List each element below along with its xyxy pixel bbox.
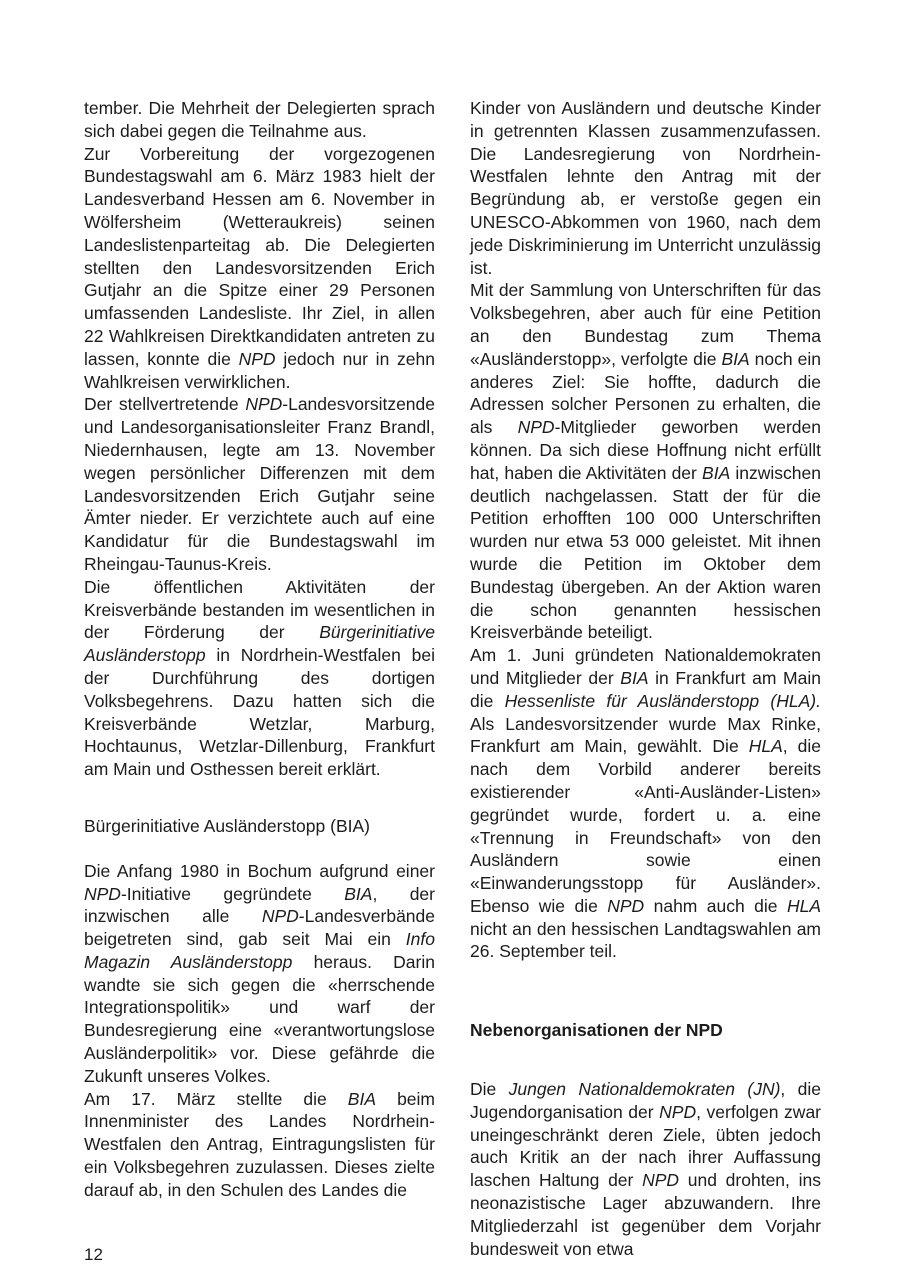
section-heading-bia: Bürgerinitiative Ausländerstopp (BIA) bbox=[84, 815, 370, 836]
paragraph: Die öffentlichen Aktivitäten der Kreisverbände bestanden im wesentlichen in der Förderung der Bürgerinitiative Ausländerstopp in Nordrhein-Westfalen bei der Durchführung des dortigen Volksbegehrens. Dazu hatten sich die Kreisverbände Wetzlar, Marburg, Hochtaunus, Wetzlar-Dillenburg, Frankfurt am Main und Osthessen bereit erklärt. bbox=[84, 576, 435, 780]
paragraph: Am 17. März stellte die BIA beim Innenminister des Landes Nordrhein-Westfalen den Antrag, Eintragungslisten für ein Volksbegehren zuzulassen. Dieses zielte darauf ab, in den Schulen des Landes die bbox=[84, 1088, 435, 1200]
paragraph: Der stellvertretende NPD-Landesvorsitzende und Landesorganisationsleiter Franz Brandl, Niedernhausen, legte am 13. November wegen persönlicher Differenzen mit dem Landesvorsitzenden Erich Gutjahr seine Ämter nieder. Er verzichtete auch auf eine Kandidatur für die Bundestagswahl im Rheingau-Taunus-Kreis. bbox=[84, 394, 435, 574]
paragraph: Die Anfang 1980 in Bochum aufgrund einer NPD-Initiative gegründete BIA, der inzwischen alle NPD-Landesverbände beigetreten sind, gab seit Mai ein Info Magazin Ausländerstopp heraus. Darin wandte sie sich gegen die «herrschende Integrationspolitik» und warf der Bundesregierung eine «verantwortungslose Ausländerpolitik» vor. Diese gefährde die Zukunft unseres Volkes. bbox=[84, 860, 435, 1086]
paragraph: Die Jungen Nationaldemokraten (JN), die Jugendorganisation der NPD, verfolgen zwar uneingeschränkt deren Ziele, übten jedoch auch Kritik an der nach ihrer Auffassung laschen Haltung der NPD und drohten, ins neonazistische Lager abzuwandern. Ihre Mitgliederzahl ist gegenüber dem Vorjahr bundesweit von etwa bbox=[470, 1079, 822, 1259]
left-column bbox=[84, 97, 435, 1202]
page-number: 12 bbox=[84, 1245, 103, 1264]
paragraph: Zur Vorbereitung der vorgezogenen Bundestagswahl am 6. März 1983 hielt der Landesverband Hessen am 6. November in Wölfersheim (Wetteraukreis) seinen Landeslistenparteitag ab. Die Delegierten stellten den Landesvorsitzenden Erich Gutjahr an die Spitze einer 29 Personen umfassenden Landesliste. Ihr Ziel, in allen 22 Wahlkreisen Direktkandidaten antreten zu lassen, konnte die NPD jedoch nur in zehn Wahlkreisen verwirklichen. bbox=[84, 143, 435, 392]
paragraph: tember. Die Mehrheit der Delegierten sprach sich dabei gegen die Teilnahme aus. bbox=[84, 98, 435, 141]
section-heading-nebenorganisationen: Nebenorganisationen der NPD bbox=[470, 1020, 723, 1041]
right-column bbox=[470, 97, 821, 1260]
paragraph: Mit der Sammlung von Unterschriften für das Volksbegehren, aber auch für eine Petition an den Bundestag zum Thema «Ausländerstopp», verfolgte die BIA noch ein anderes Ziel: Sie hoffte, dadurch die Adressen solcher Personen zu erhalten, die als NPD-Mitglieder geworben werden können. Da sich diese Hoffnung nicht erfüllt hat, haben die Aktivitäten der BIA inzwischen deutlich nachgelassen. Statt der für die Petition erhofften 100 000 Unterschriften wurden nur etwa 53 000 geleistet. Mit ihnen wurde die Petition im Oktober dem Bundestag übergeben. An der Aktion waren die schon genannten hessischen Kreisverbände beteiligt. bbox=[470, 280, 822, 643]
paragraph: Am 1. Juni gründeten Nationaldemokraten und Mitglieder der BIA in Frankfurt am Main die Hessenliste für Ausländerstopp (HLA). Als Landesvorsitzender wurde Max Rinke, Frankfurt am Main, gewählt. Die HLA, die nach dem Vorbild anderer bereits existierender «Anti-Ausländer-Listen» gegründet wurde, fordert u. a. eine «Trennung in Freundschaft» von den Ausländern sowie einen «Einwanderungsstopp für Ausländer». Ebenso wie die NPD nahm auch die HLA nicht an den hessischen Landtagswahlen am 26. September teil. bbox=[470, 645, 822, 962]
paragraph: Kinder von Ausländern und deutsche Kinder in getrennten Klassen zusammenzufassen. Die Landesregierung von Nordrhein-Westfalen lehnte den Antrag mit der Begründung ab, er verstoße gegen ein UNESCO-Abkommen von 1960, nach dem jede Diskriminierung im Unterricht unzulässig ist. bbox=[470, 98, 821, 278]
